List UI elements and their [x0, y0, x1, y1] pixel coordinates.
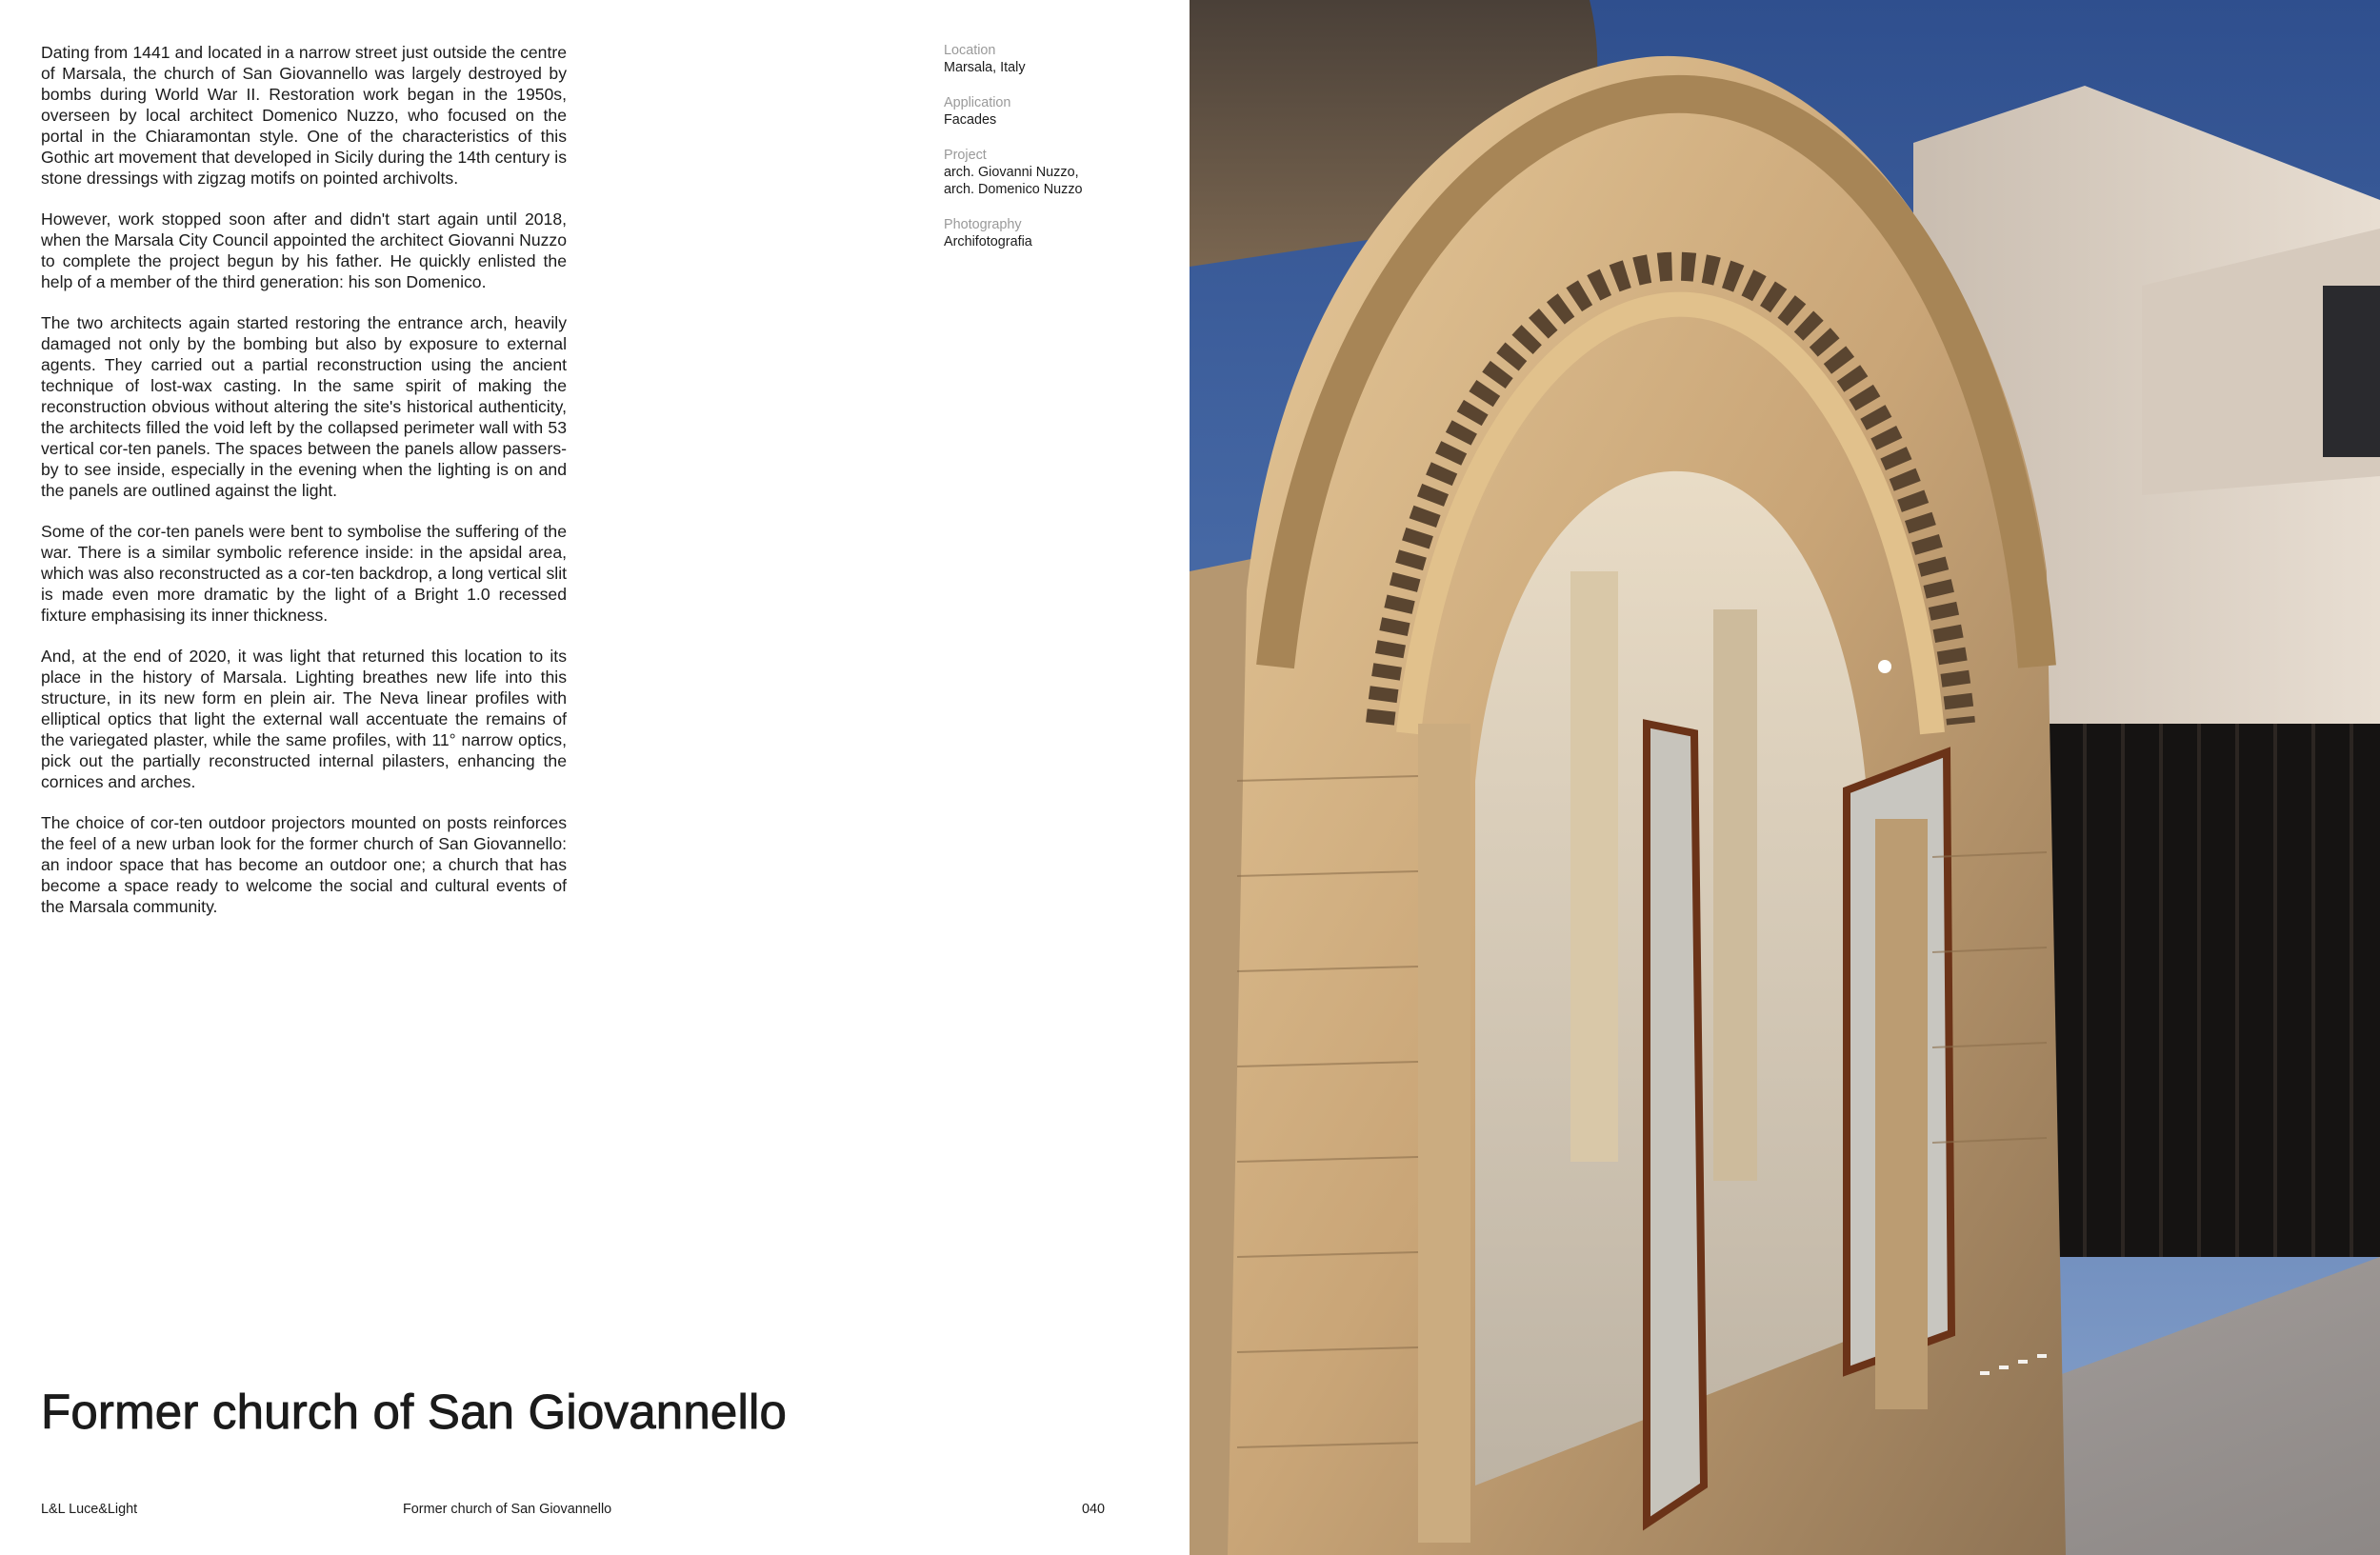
project-info	[944, 42, 1134, 269]
meta-photography	[944, 216, 1134, 250]
photography-label: Photography	[944, 217, 1022, 232]
paragraph-1: Dating from 1441 and located in a narrow street just outside the centre of Marsala, the church of San Giovannello was largely destroyed by bombs during World War II. Restoration work began in the 1950s, overseen by local architect Domenico Nuzzo, who focused on the portal in the Chiaramontan style. One of the characteristics of this Gothic art movement that developed in Sicily during the 14th century is stone dressings with zigzag motifs on pointed archivolts.	[41, 43, 567, 188]
paragraph-4: Some of the cor-ten panels were bent to symbolise the suffering of the war. There is a similar symbolic reference inside: in the apsidal area, which was also reconstructed as a cor-ten backdrop, a long vertical slit is made even more dramatic by the light of a Bright 1.0 recessed fixture emphasising its inner thickness.	[41, 522, 567, 625]
application-label: Application	[944, 95, 1011, 110]
photo-illustration	[1190, 0, 2380, 1555]
location-label: Location	[944, 43, 996, 58]
article-body	[41, 42, 567, 937]
paragraph-5: And, at the end of 2020, it was light that returned this location to its place in the history of Marsala. Lighting breathes new life into this structure, in its new form en plein air. The Neva linear profiles with elliptical optics that light the external wall accentuate the remains of the variegated plaster, while the same profiles, with 11° narrow optics, pick out the partially reconstructed internal pilasters, enhancing the cornices and arches.	[41, 647, 567, 791]
application-value: Facades	[944, 112, 997, 128]
church-portal-photo	[1190, 0, 2380, 1555]
meta-location	[944, 42, 1134, 76]
page-number: 040	[1082, 1502, 1106, 1517]
paragraph-2: However, work stopped soon after and didn't start again until 2018, when the Marsala City Council appointed the architect Giovanni Nuzzo to complete the project begun by his father. He quickly enlisted the help of a member of the third generation: his son Domenico.	[41, 209, 567, 291]
photography-value: Archifotografia	[944, 234, 1032, 249]
meta-application	[944, 94, 1134, 129]
project-value-1: arch. Giovanni Nuzzo,	[944, 165, 1079, 180]
footer-publication: L&L Luce&Light	[41, 1502, 138, 1517]
project-label: Project	[944, 148, 987, 163]
article-title: Former church of San Giovannello	[41, 1385, 788, 1439]
location-value: Marsala, Italy	[944, 60, 1026, 75]
footer-running-title: Former church of San Giovannello	[403, 1502, 612, 1517]
meta-project	[944, 147, 1134, 198]
paragraph-6: The choice of cor-ten outdoor projectors mounted on posts reinforces the feel of a new urban look for the former church of San Giovannello: an indoor space that has become an outdoor one; a church that has become a space ready to welcome the social and cultural events of the Marsala community.	[41, 813, 567, 916]
paragraph-3: The two architects again started restoring the entrance arch, heavily damaged not only by the bombing but also by exposure to external agents. They carried out a partial reconstruction using the ancient technique of lost-wax casting. In the same spirit of making the reconstruction obvious without altering the site's historical authenticity, the architects filled the void left by the collapsed perimeter wall with 53 vertical cor-ten panels. The spaces between the panels allow passers-by to see inside, especially in the evening when the lighting is on and the panels are outlined against the light.	[41, 313, 567, 500]
project-value-2: arch. Domenico Nuzzo	[944, 182, 1083, 197]
